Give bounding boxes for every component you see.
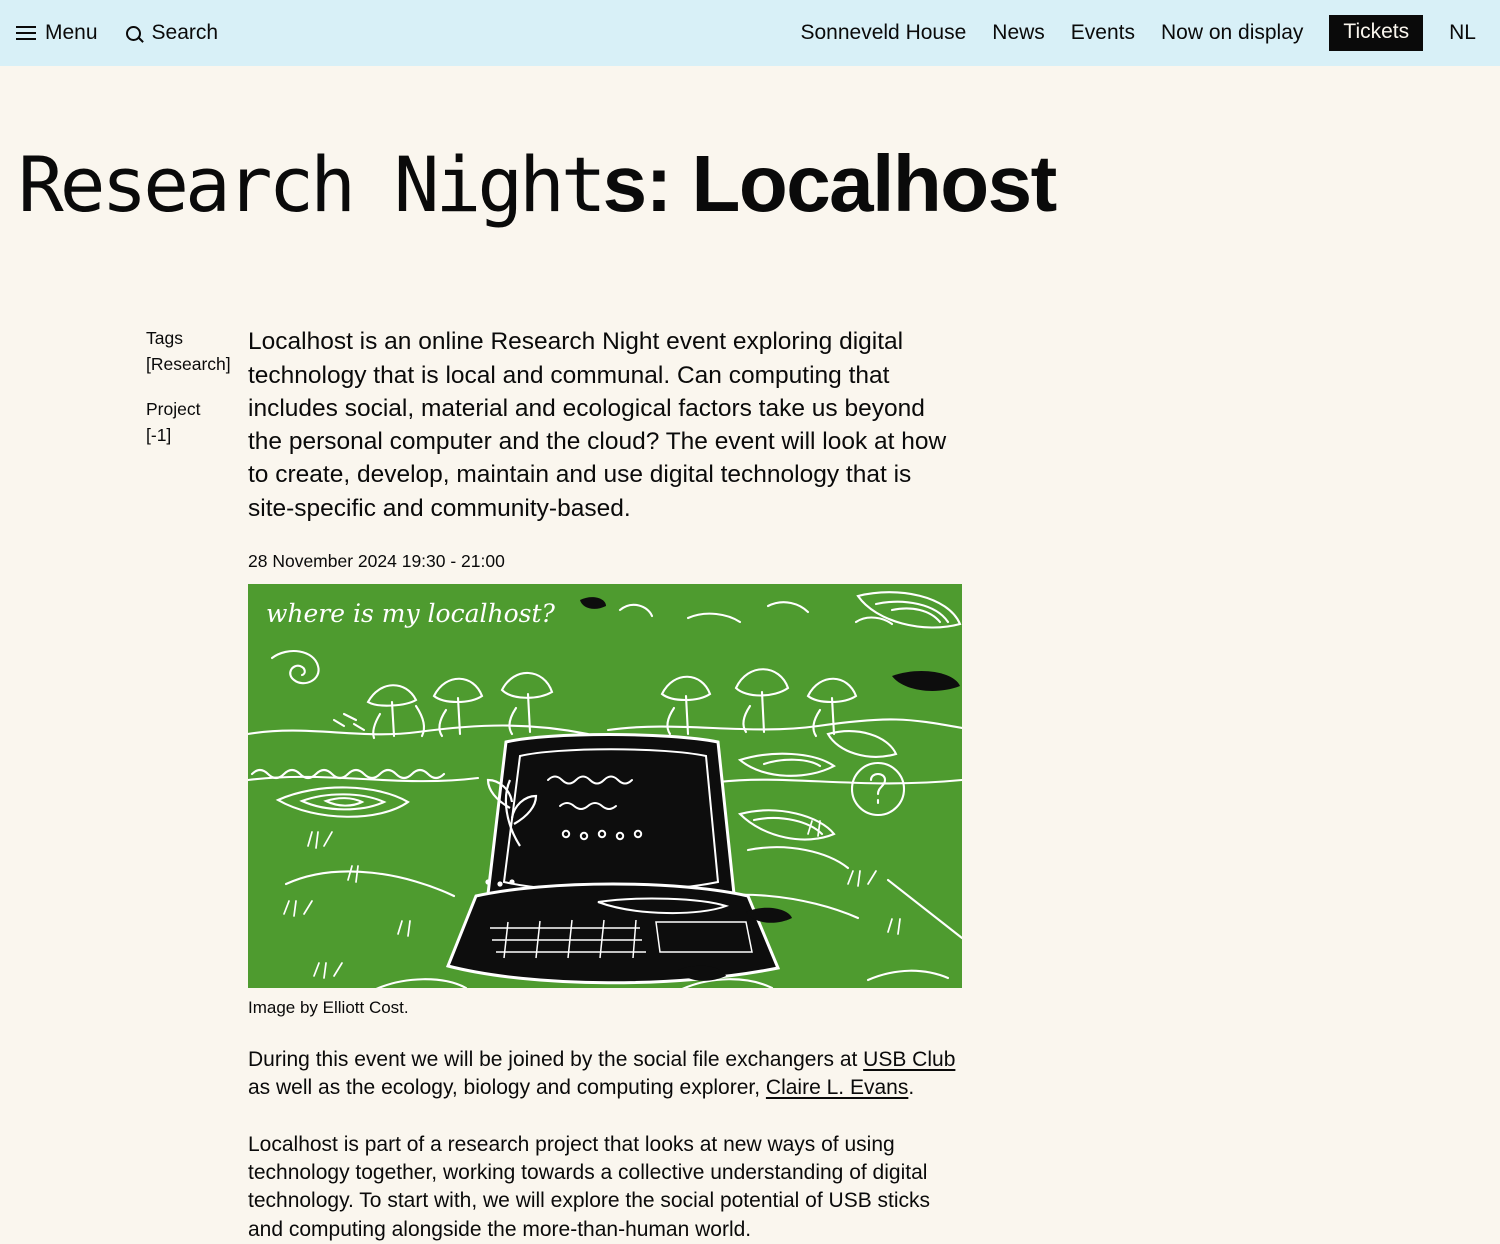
content-area: [0, 277, 1500, 1244]
search-button-label: Search: [151, 21, 219, 44]
article-paragraph-2: [248, 1046, 962, 1103]
paragraph-2-text-pre: During this event we will be joined by the social file exchangers at: [248, 1048, 864, 1072]
nav-link-now-on-display[interactable]: Now on display: [1161, 21, 1304, 44]
menu-button[interactable]: [16, 21, 98, 45]
search-icon: [126, 26, 143, 43]
project-block: [146, 396, 248, 449]
paragraph-2-text-mid: as well as the ecology, biology and computing explorer,: [248, 1076, 766, 1100]
nav-left-group: [16, 21, 218, 45]
menu-button-label: Menu: [45, 21, 98, 44]
illustration-handwriting: where is my localhost?: [266, 599, 555, 629]
page-title-part-bold: s: Localhost: [602, 138, 1056, 228]
tags-value[interactable]: [Research]: [146, 354, 231, 375]
illustration-localhost: [248, 584, 962, 988]
paragraph-2-text-post: .: [908, 1076, 915, 1100]
search-button[interactable]: [126, 21, 219, 45]
nav-right-group: [800, 15, 1476, 51]
page-title-part-dotted: Research Night: [18, 139, 603, 229]
project-value[interactable]: [-1]: [146, 424, 172, 445]
metadata-sidebar: [0, 325, 248, 1244]
tickets-button[interactable]: Tickets: [1329, 15, 1423, 51]
figure-caption: Image by Elliott Cost.: [248, 998, 409, 1018]
tags-block: [146, 325, 248, 378]
nav-link-news[interactable]: News: [992, 21, 1045, 44]
top-navigation-bar: [0, 0, 1500, 66]
article-paragraph-3: Localhost is part of a research project that looks at new ways of using technology together, working towards a collective understanding of digital technology. To start with, we will explore the social potential of USB sticks and computing alongside the more-than-human world.: [248, 1132, 931, 1241]
event-datetime: 28 November 2024 19:30 - 21:00: [248, 551, 505, 572]
nav-link-events[interactable]: Events: [1070, 21, 1135, 44]
illustration-svg: [248, 584, 962, 988]
tags-label: Tags: [146, 328, 183, 349]
nav-link-sonneveld-house[interactable]: Sonneveld House: [800, 21, 967, 44]
language-switch-nl[interactable]: NL: [1449, 21, 1476, 44]
article-main: [248, 325, 962, 1244]
link-usb-club[interactable]: USB Club: [863, 1048, 956, 1072]
project-label: Project: [146, 398, 201, 419]
article-lede: Localhost is an online Research Night event exploring digital technology that is local and communal. Can computing that includes social, material and ecological factors take us beyond the personal computer and the cloud? The event will look at how to create, develop, maintain and use digital technology that is site-specific and community-based.: [248, 328, 947, 522]
article-figure: [248, 584, 962, 1018]
page-title: [0, 120, 1500, 229]
link-claire-l-evans[interactable]: Claire L. Evans: [765, 1076, 909, 1100]
hamburger-icon: [16, 26, 36, 41]
